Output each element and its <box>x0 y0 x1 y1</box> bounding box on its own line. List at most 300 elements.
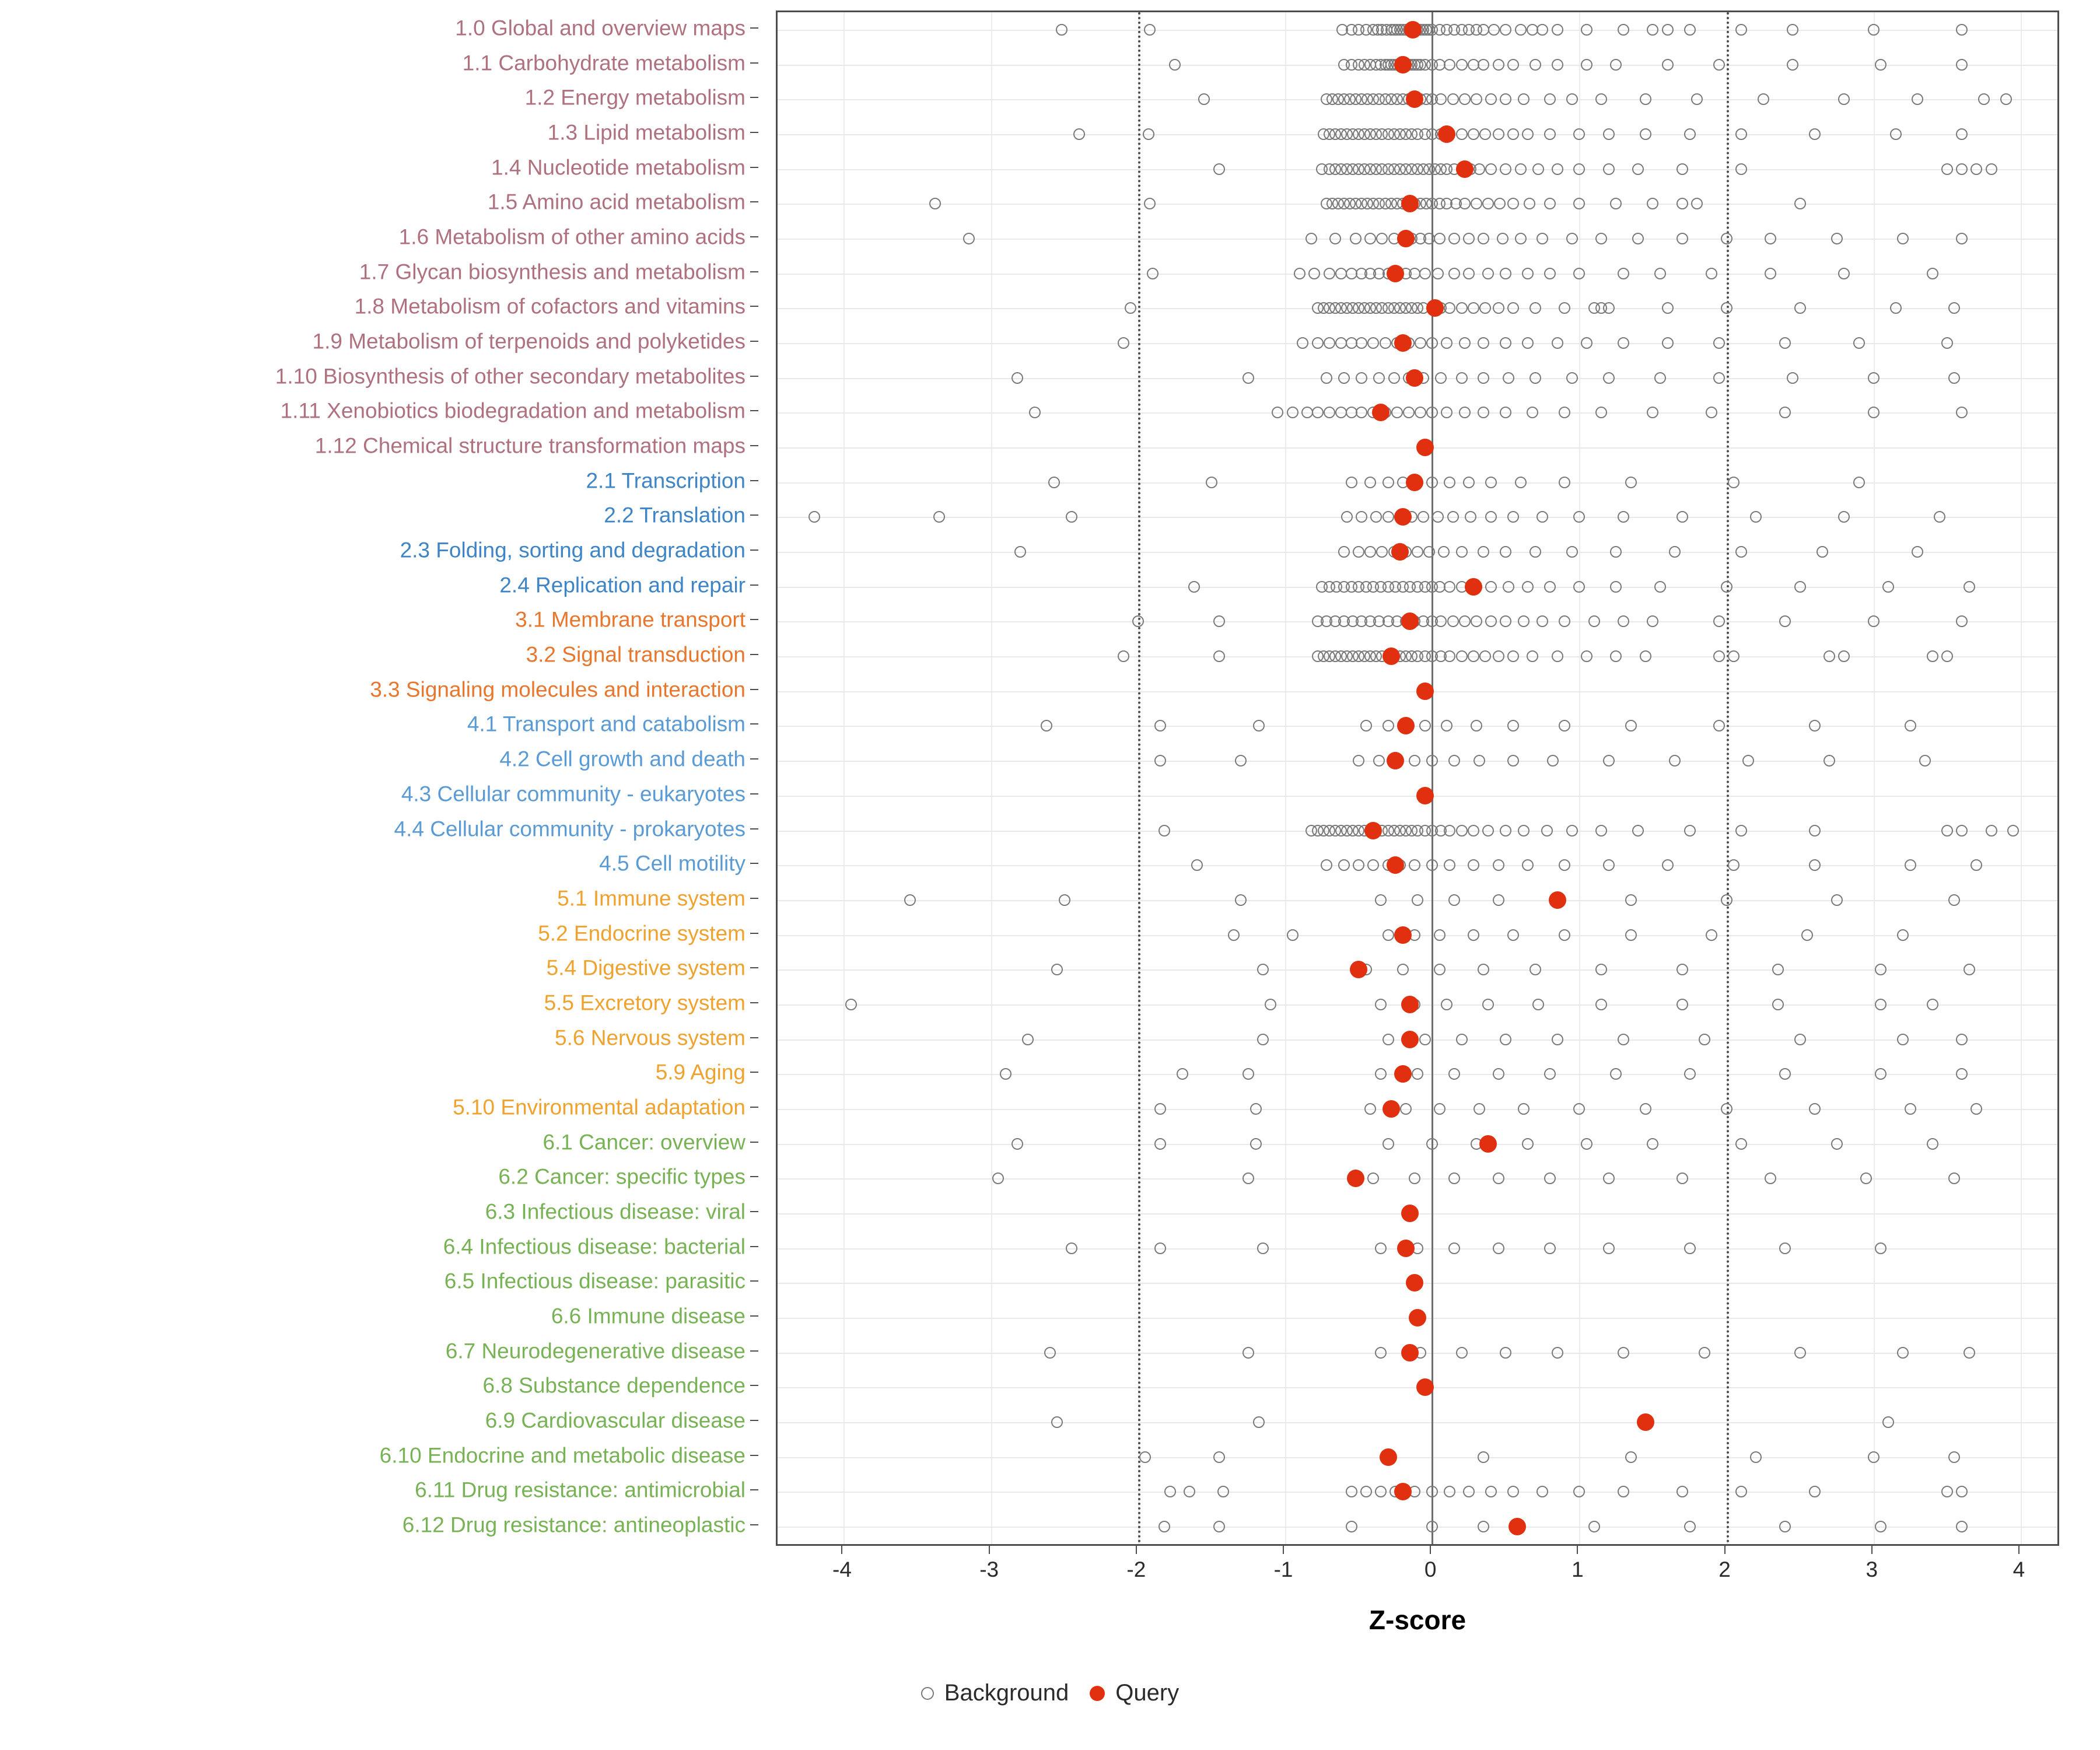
query-point <box>1406 474 1423 491</box>
background-point <box>1435 372 1447 384</box>
background-point <box>1882 1416 1894 1428</box>
background-point <box>1532 999 1544 1010</box>
background-point <box>1493 1172 1504 1184</box>
x-gridline <box>1579 12 1580 1544</box>
background-point <box>1471 198 1482 209</box>
y-axis-tick <box>750 97 758 98</box>
background-point <box>1713 337 1725 349</box>
y-axis-tick <box>750 271 758 272</box>
background-point <box>1206 477 1217 488</box>
background-point <box>1029 407 1041 418</box>
background-point <box>1353 859 1364 871</box>
background-point <box>1250 1138 1262 1150</box>
query-point <box>1456 160 1474 178</box>
background-point <box>1375 1068 1387 1080</box>
y-axis-tick <box>750 480 758 481</box>
query-point <box>1347 1170 1364 1187</box>
background-point <box>1253 1416 1265 1428</box>
background-point <box>1817 546 1828 558</box>
background-point <box>1735 546 1747 558</box>
background-point <box>1573 198 1585 209</box>
background-point <box>1213 615 1225 627</box>
background-point <box>1544 1242 1556 1254</box>
background-point <box>1438 546 1450 558</box>
y-axis-tick <box>750 1489 758 1490</box>
y-axis-tick-label: 4.4 Cellular community - prokaryotes <box>394 817 746 841</box>
background-point <box>1132 615 1144 627</box>
y-axis-tick <box>750 1350 758 1352</box>
background-point <box>1324 268 1335 279</box>
background-point <box>1482 198 1494 209</box>
background-point <box>1456 1034 1468 1045</box>
background-point <box>1518 825 1530 836</box>
background-point <box>1471 93 1482 105</box>
background-point <box>1728 859 1740 871</box>
background-point <box>1507 929 1519 941</box>
background-point <box>1507 650 1519 662</box>
background-point <box>1927 1138 1938 1150</box>
background-point <box>1640 128 1651 140</box>
query-point <box>1401 195 1419 212</box>
background-point <box>1779 1242 1791 1254</box>
background-point <box>1838 93 1850 105</box>
background-point <box>1524 198 1535 209</box>
background-point <box>1409 268 1420 279</box>
background-point <box>1474 1103 1485 1115</box>
y-axis-tick <box>750 1455 758 1456</box>
y-axis-tick <box>750 1420 758 1421</box>
background-point <box>963 233 975 244</box>
background-point <box>1459 615 1471 627</box>
background-point <box>1356 372 1367 384</box>
background-point <box>1158 825 1170 836</box>
background-point <box>1640 1103 1651 1115</box>
background-point <box>1426 1521 1438 1532</box>
background-point <box>1610 59 1622 71</box>
background-point <box>1257 1242 1269 1254</box>
background-point <box>1522 581 1534 593</box>
y-axis-tick-label: 3.3 Signaling molecules and interaction <box>370 677 746 702</box>
background-point <box>1435 93 1447 105</box>
background-point <box>1382 1138 1394 1150</box>
query-point <box>1438 125 1455 143</box>
reference-line-minus2 <box>1138 12 1140 1544</box>
background-point <box>1448 268 1460 279</box>
background-point <box>1456 825 1468 836</box>
background-point <box>1728 650 1740 662</box>
background-point <box>1324 407 1335 418</box>
background-point <box>1735 163 1747 175</box>
background-point <box>1956 1068 1968 1080</box>
background-point <box>1143 128 1154 140</box>
background-point <box>1375 1486 1387 1497</box>
background-point <box>1956 233 1968 244</box>
background-point <box>1948 1172 1960 1184</box>
background-point <box>1444 859 1455 871</box>
background-point <box>1581 1138 1592 1150</box>
query-point <box>1397 717 1415 734</box>
background-point <box>1367 1172 1379 1184</box>
background-point <box>1321 859 1332 871</box>
background-point <box>1530 546 1541 558</box>
background-point <box>1444 59 1455 71</box>
background-point <box>1350 233 1362 244</box>
background-point <box>1610 198 1622 209</box>
background-point <box>1662 302 1674 314</box>
query-point <box>1394 508 1412 526</box>
background-point <box>1787 59 1798 71</box>
background-point <box>1500 615 1511 627</box>
background-point <box>1364 477 1376 488</box>
background-point <box>1482 999 1494 1010</box>
background-point <box>1581 59 1592 71</box>
background-point <box>1478 546 1489 558</box>
background-point <box>1956 825 1968 836</box>
background-point <box>1559 615 1570 627</box>
x-axis-tick-label: -2 <box>1126 1558 1146 1581</box>
y-axis-tick-label: 1.4 Nucleotide metabolism <box>491 155 746 180</box>
background-point <box>1772 999 1784 1010</box>
background-point <box>1044 1347 1056 1359</box>
background-point <box>1000 1068 1012 1080</box>
background-point <box>1051 964 1063 975</box>
background-point <box>1048 477 1060 488</box>
row-gridline <box>778 1144 2057 1145</box>
background-point <box>1610 546 1622 558</box>
background-point <box>1721 581 1732 593</box>
background-point <box>1721 1103 1732 1115</box>
background-point <box>1618 24 1629 36</box>
background-point <box>1059 894 1070 906</box>
background-point <box>1676 1486 1688 1497</box>
background-point <box>1640 93 1651 105</box>
background-point <box>1779 1521 1791 1532</box>
background-point <box>1527 407 1538 418</box>
background-point <box>1956 1034 1968 1045</box>
background-point <box>1603 163 1615 175</box>
background-point <box>1566 233 1578 244</box>
y-axis-labels <box>0 10 758 1546</box>
background-point <box>1434 233 1446 244</box>
background-point <box>1552 59 1563 71</box>
background-point <box>1824 650 1835 662</box>
background-point <box>1507 302 1519 314</box>
background-point <box>1566 372 1578 384</box>
background-point <box>1507 1486 1519 1497</box>
background-point <box>1415 407 1426 418</box>
background-point <box>1482 825 1494 836</box>
background-point <box>1625 477 1637 488</box>
background-point <box>1986 825 1997 836</box>
background-point <box>1684 1242 1696 1254</box>
y-axis-tick-label: 4.3 Cellular community - eukaryotes <box>401 782 746 806</box>
background-point <box>1500 1347 1511 1359</box>
legend-label-background: Background <box>944 1680 1069 1706</box>
background-point <box>1831 1138 1843 1150</box>
background-point <box>1412 1068 1423 1080</box>
x-axis-tick-label: -4 <box>832 1558 852 1581</box>
background-point <box>1647 407 1658 418</box>
background-point <box>1868 615 1880 627</box>
background-point <box>1691 93 1703 105</box>
background-point <box>1118 337 1129 349</box>
background-point <box>1456 546 1468 558</box>
background-point <box>1625 929 1637 941</box>
x-axis-tick-label: 3 <box>1866 1558 1878 1581</box>
background-point <box>1647 615 1658 627</box>
background-point <box>1779 407 1791 418</box>
x-axis-tick <box>1577 1546 1578 1554</box>
background-point <box>2007 825 2019 836</box>
background-point <box>1735 1138 1747 1150</box>
background-point <box>1750 511 1762 523</box>
background-point <box>1676 1172 1688 1184</box>
background-point <box>1647 24 1658 36</box>
background-point <box>1978 93 1990 105</box>
background-point <box>1503 372 1514 384</box>
background-point <box>1468 859 1479 871</box>
query-point <box>1401 1031 1419 1048</box>
background-point <box>1456 650 1468 662</box>
y-axis-tick-label: 2.3 Folding, sorting and degradation <box>400 538 746 562</box>
query-point <box>1394 1483 1412 1500</box>
background-point <box>1474 755 1485 766</box>
background-point <box>1706 929 1717 941</box>
background-point <box>1603 302 1615 314</box>
background-point <box>1312 407 1324 418</box>
y-axis-tick-label: 5.2 Endocrine system <box>538 921 746 946</box>
background-point <box>1500 93 1511 105</box>
y-axis-tick-label: 5.10 Environmental adaptation <box>453 1095 746 1119</box>
row-gridline <box>778 1422 2057 1423</box>
background-point <box>1306 233 1317 244</box>
background-point <box>1459 337 1471 349</box>
y-axis-tick <box>750 341 758 342</box>
background-point <box>1478 59 1489 71</box>
y-axis-tick-label: 1.6 Metabolism of other amino acids <box>398 225 746 249</box>
background-point <box>1919 755 1931 766</box>
background-point <box>1364 1103 1376 1115</box>
background-point <box>1522 859 1534 871</box>
background-point <box>1552 337 1563 349</box>
background-point <box>1875 59 1887 71</box>
background-point <box>1691 198 1703 209</box>
background-point <box>1868 407 1880 418</box>
x-axis-tick <box>1136 1546 1137 1554</box>
background-point <box>1118 650 1129 662</box>
y-axis-tick-label: 6.9 Cardiovascular disease <box>485 1408 746 1433</box>
background-point <box>1500 546 1511 558</box>
background-point <box>1684 1521 1696 1532</box>
query-point <box>1416 787 1434 804</box>
background-point <box>1471 720 1482 732</box>
background-point <box>1897 929 1909 941</box>
y-axis-tick-label: 6.1 Cancer: overview <box>542 1130 746 1154</box>
background-point <box>1581 337 1592 349</box>
background-point <box>1213 650 1225 662</box>
background-point <box>1971 163 1982 175</box>
background-point <box>1478 407 1489 418</box>
background-point <box>1441 407 1452 418</box>
background-point <box>1713 615 1725 627</box>
background-point <box>1418 511 1429 523</box>
legend-label-query: Query <box>1115 1680 1180 1706</box>
background-point <box>1964 1347 1975 1359</box>
background-point <box>1573 581 1585 593</box>
background-point <box>1426 1486 1438 1497</box>
background-point <box>1662 24 1674 36</box>
background-point <box>2000 93 2012 105</box>
background-point <box>1941 337 1953 349</box>
background-point <box>1257 964 1269 975</box>
background-point <box>1338 859 1350 871</box>
y-axis-tick-label: 5.4 Digestive system <box>546 956 746 980</box>
background-point <box>1552 650 1563 662</box>
y-axis-tick <box>750 410 758 411</box>
background-point <box>1721 233 1732 244</box>
query-point <box>1406 369 1423 387</box>
background-point <box>1213 1451 1225 1463</box>
background-point <box>1544 198 1556 209</box>
background-point <box>1654 581 1666 593</box>
background-point <box>1956 407 1968 418</box>
background-point <box>1360 720 1372 732</box>
background-point <box>1444 477 1455 488</box>
background-point <box>1934 511 1945 523</box>
y-axis-tick-label: 1.0 Global and overview maps <box>455 16 746 40</box>
y-axis-tick <box>750 898 758 899</box>
background-point <box>1198 93 1210 105</box>
background-point <box>1360 1486 1372 1497</box>
background-point <box>1507 755 1519 766</box>
query-point <box>1465 578 1482 596</box>
background-point <box>1735 128 1747 140</box>
background-point <box>1765 1172 1776 1184</box>
background-point <box>1765 233 1776 244</box>
background-point <box>1257 1034 1269 1045</box>
background-point <box>1434 929 1446 941</box>
x-axis-tick <box>1871 1546 1873 1554</box>
x-axis-tick <box>1430 1546 1431 1554</box>
y-axis-tick-label: 6.7 Neurodegenerative disease <box>445 1339 746 1363</box>
background-point <box>1927 650 1938 662</box>
background-point <box>1956 1521 1968 1532</box>
background-point <box>1905 720 1916 732</box>
background-point <box>1610 650 1622 662</box>
background-point <box>1448 1242 1460 1254</box>
background-point <box>904 894 916 906</box>
background-point <box>1765 268 1776 279</box>
background-point <box>1426 477 1438 488</box>
background-point <box>1618 1347 1629 1359</box>
y-axis-tick-label: 5.5 Excretory system <box>544 991 746 1015</box>
legend-item-query <box>1090 1680 1179 1706</box>
y-axis-tick <box>750 689 758 690</box>
query-point <box>1394 334 1412 352</box>
background-point <box>1485 163 1497 175</box>
background-point <box>1493 302 1504 314</box>
background-point <box>1860 1172 1872 1184</box>
background-point <box>1367 337 1379 349</box>
background-point <box>1012 1138 1023 1150</box>
y-axis-tick <box>750 654 758 655</box>
query-point <box>1416 682 1434 700</box>
y-axis-tick <box>750 1315 758 1317</box>
background-point <box>1625 894 1637 906</box>
background-point <box>1603 372 1615 384</box>
query-point <box>1397 230 1415 247</box>
background-point <box>1459 198 1471 209</box>
x-gridline <box>2021 12 2022 1544</box>
background-point <box>1022 1034 1034 1045</box>
background-point <box>1595 825 1607 836</box>
background-point <box>1779 337 1791 349</box>
background-point <box>1559 477 1570 488</box>
background-point <box>1618 511 1629 523</box>
background-point <box>1794 1034 1806 1045</box>
background-point <box>1459 407 1471 418</box>
background-point <box>1500 24 1511 36</box>
y-axis-tick <box>750 1142 758 1143</box>
background-point <box>1728 477 1740 488</box>
background-point <box>1676 964 1688 975</box>
y-axis-tick <box>750 619 758 620</box>
legend-item-background <box>921 1680 1069 1706</box>
background-point <box>1447 93 1459 105</box>
background-point <box>1595 964 1607 975</box>
background-point <box>1012 372 1023 384</box>
background-point <box>1139 1451 1151 1463</box>
query-point <box>1391 543 1409 561</box>
x-gridline <box>1874 12 1875 1544</box>
background-point <box>1448 755 1460 766</box>
background-point <box>1242 1068 1254 1080</box>
background-point <box>1169 59 1181 71</box>
background-point <box>1507 59 1519 71</box>
background-point <box>1595 233 1607 244</box>
background-point <box>1566 546 1578 558</box>
y-axis-tick <box>750 1385 758 1386</box>
y-axis-tick <box>750 1524 758 1525</box>
background-point <box>1544 1172 1556 1184</box>
x-axis-tick <box>1283 1546 1284 1554</box>
background-point <box>1507 720 1519 732</box>
y-axis-tick-label: 3.2 Signal transduction <box>526 642 746 667</box>
background-point <box>1603 859 1615 871</box>
background-point <box>1838 511 1850 523</box>
background-point <box>1559 302 1570 314</box>
background-point <box>1356 407 1367 418</box>
background-point <box>1559 720 1570 732</box>
x-axis-tick <box>1724 1546 1726 1554</box>
query-point <box>1416 439 1434 456</box>
y-axis-tick <box>750 1280 758 1282</box>
background-point <box>1493 650 1504 662</box>
background-point <box>1559 407 1570 418</box>
background-point <box>1191 859 1203 871</box>
background-point <box>1426 337 1438 349</box>
background-point <box>1448 1172 1460 1184</box>
background-point <box>1373 372 1385 384</box>
background-point <box>1948 894 1960 906</box>
background-point <box>1287 407 1298 418</box>
background-point <box>1346 477 1357 488</box>
background-point <box>1503 581 1514 593</box>
background-point <box>1956 163 1968 175</box>
background-point <box>1610 581 1622 593</box>
query-point <box>1394 1065 1412 1083</box>
background-point <box>1882 581 1894 593</box>
